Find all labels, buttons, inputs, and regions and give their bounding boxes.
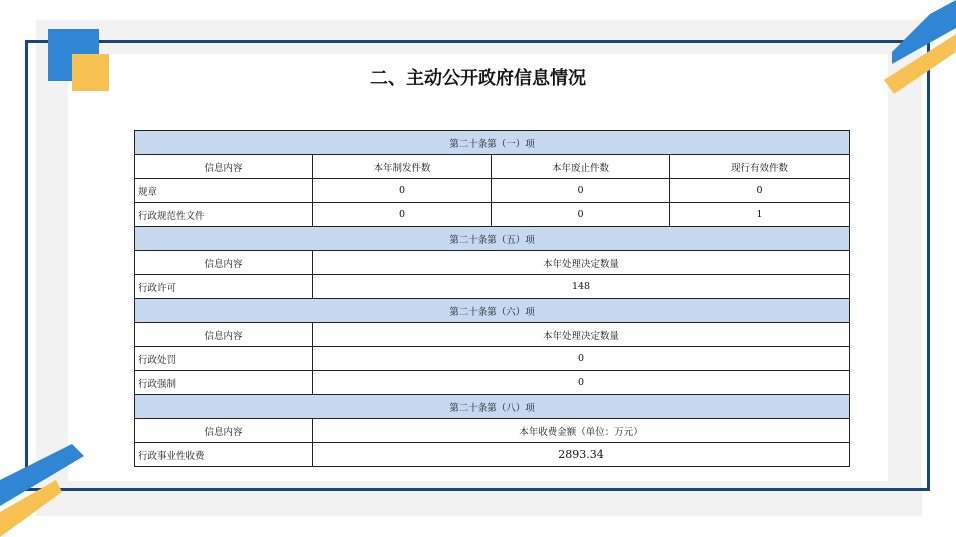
column-header: 信息内容 xyxy=(135,419,313,443)
column-header-row xyxy=(135,323,850,347)
row-label: 行政强制 xyxy=(135,371,313,395)
section-header xyxy=(135,299,850,323)
column-header-row xyxy=(135,251,850,275)
cell-value: 1 xyxy=(670,203,850,227)
cell-value: 0 xyxy=(492,179,670,203)
table-row xyxy=(135,347,850,371)
column-header: 本年处理决定数量 xyxy=(313,323,850,347)
cell-value: 0 xyxy=(313,179,492,203)
row-label: 行政许可 xyxy=(135,275,313,299)
column-header: 本年处理决定数量 xyxy=(313,251,850,275)
cell-value: 0 xyxy=(313,371,850,395)
cell-value: 0 xyxy=(670,179,850,203)
row-label: 行政处罚 xyxy=(135,347,313,371)
section-header xyxy=(135,395,850,419)
section-heading: 第二十条第（六）项 xyxy=(135,299,850,323)
column-header: 信息内容 xyxy=(135,251,313,275)
cell-value: 0 xyxy=(492,203,670,227)
column-header: 现行有效件数 xyxy=(670,155,850,179)
row-label: 规章 xyxy=(135,179,313,203)
column-header: 本年收费金额（单位：万元） xyxy=(313,419,850,443)
cell-value: 2893.34 xyxy=(313,443,850,467)
cell-value: 148 xyxy=(313,275,850,299)
table-row xyxy=(135,203,850,227)
column-header: 本年制发件数 xyxy=(313,155,492,179)
section-heading: 第二十条第（八）项 xyxy=(135,395,850,419)
column-header: 本年废止件数 xyxy=(492,155,670,179)
column-header-row xyxy=(135,419,850,443)
table-row xyxy=(135,179,850,203)
decor-stripes-bottom-left xyxy=(0,430,100,537)
section-header xyxy=(135,131,850,155)
info-table xyxy=(134,130,850,467)
row-label: 行政规范性文件 xyxy=(135,203,313,227)
row-label: 行政事业性收费 xyxy=(135,443,313,467)
section-heading: 第二十条第（一）项 xyxy=(135,131,850,155)
cell-value: 0 xyxy=(313,347,850,371)
cell-value: 0 xyxy=(313,203,492,227)
section-header xyxy=(135,227,850,251)
table-row xyxy=(135,371,850,395)
table-row xyxy=(135,275,850,299)
decor-stripes-top-right xyxy=(870,0,956,110)
column-header: 信息内容 xyxy=(135,155,313,179)
column-header: 信息内容 xyxy=(135,323,313,347)
column-header-row xyxy=(135,155,850,179)
section-heading: 第二十条第（五）项 xyxy=(135,227,850,251)
table-row xyxy=(135,443,850,467)
page-title: 二、主动公开政府信息情况 xyxy=(370,68,586,89)
